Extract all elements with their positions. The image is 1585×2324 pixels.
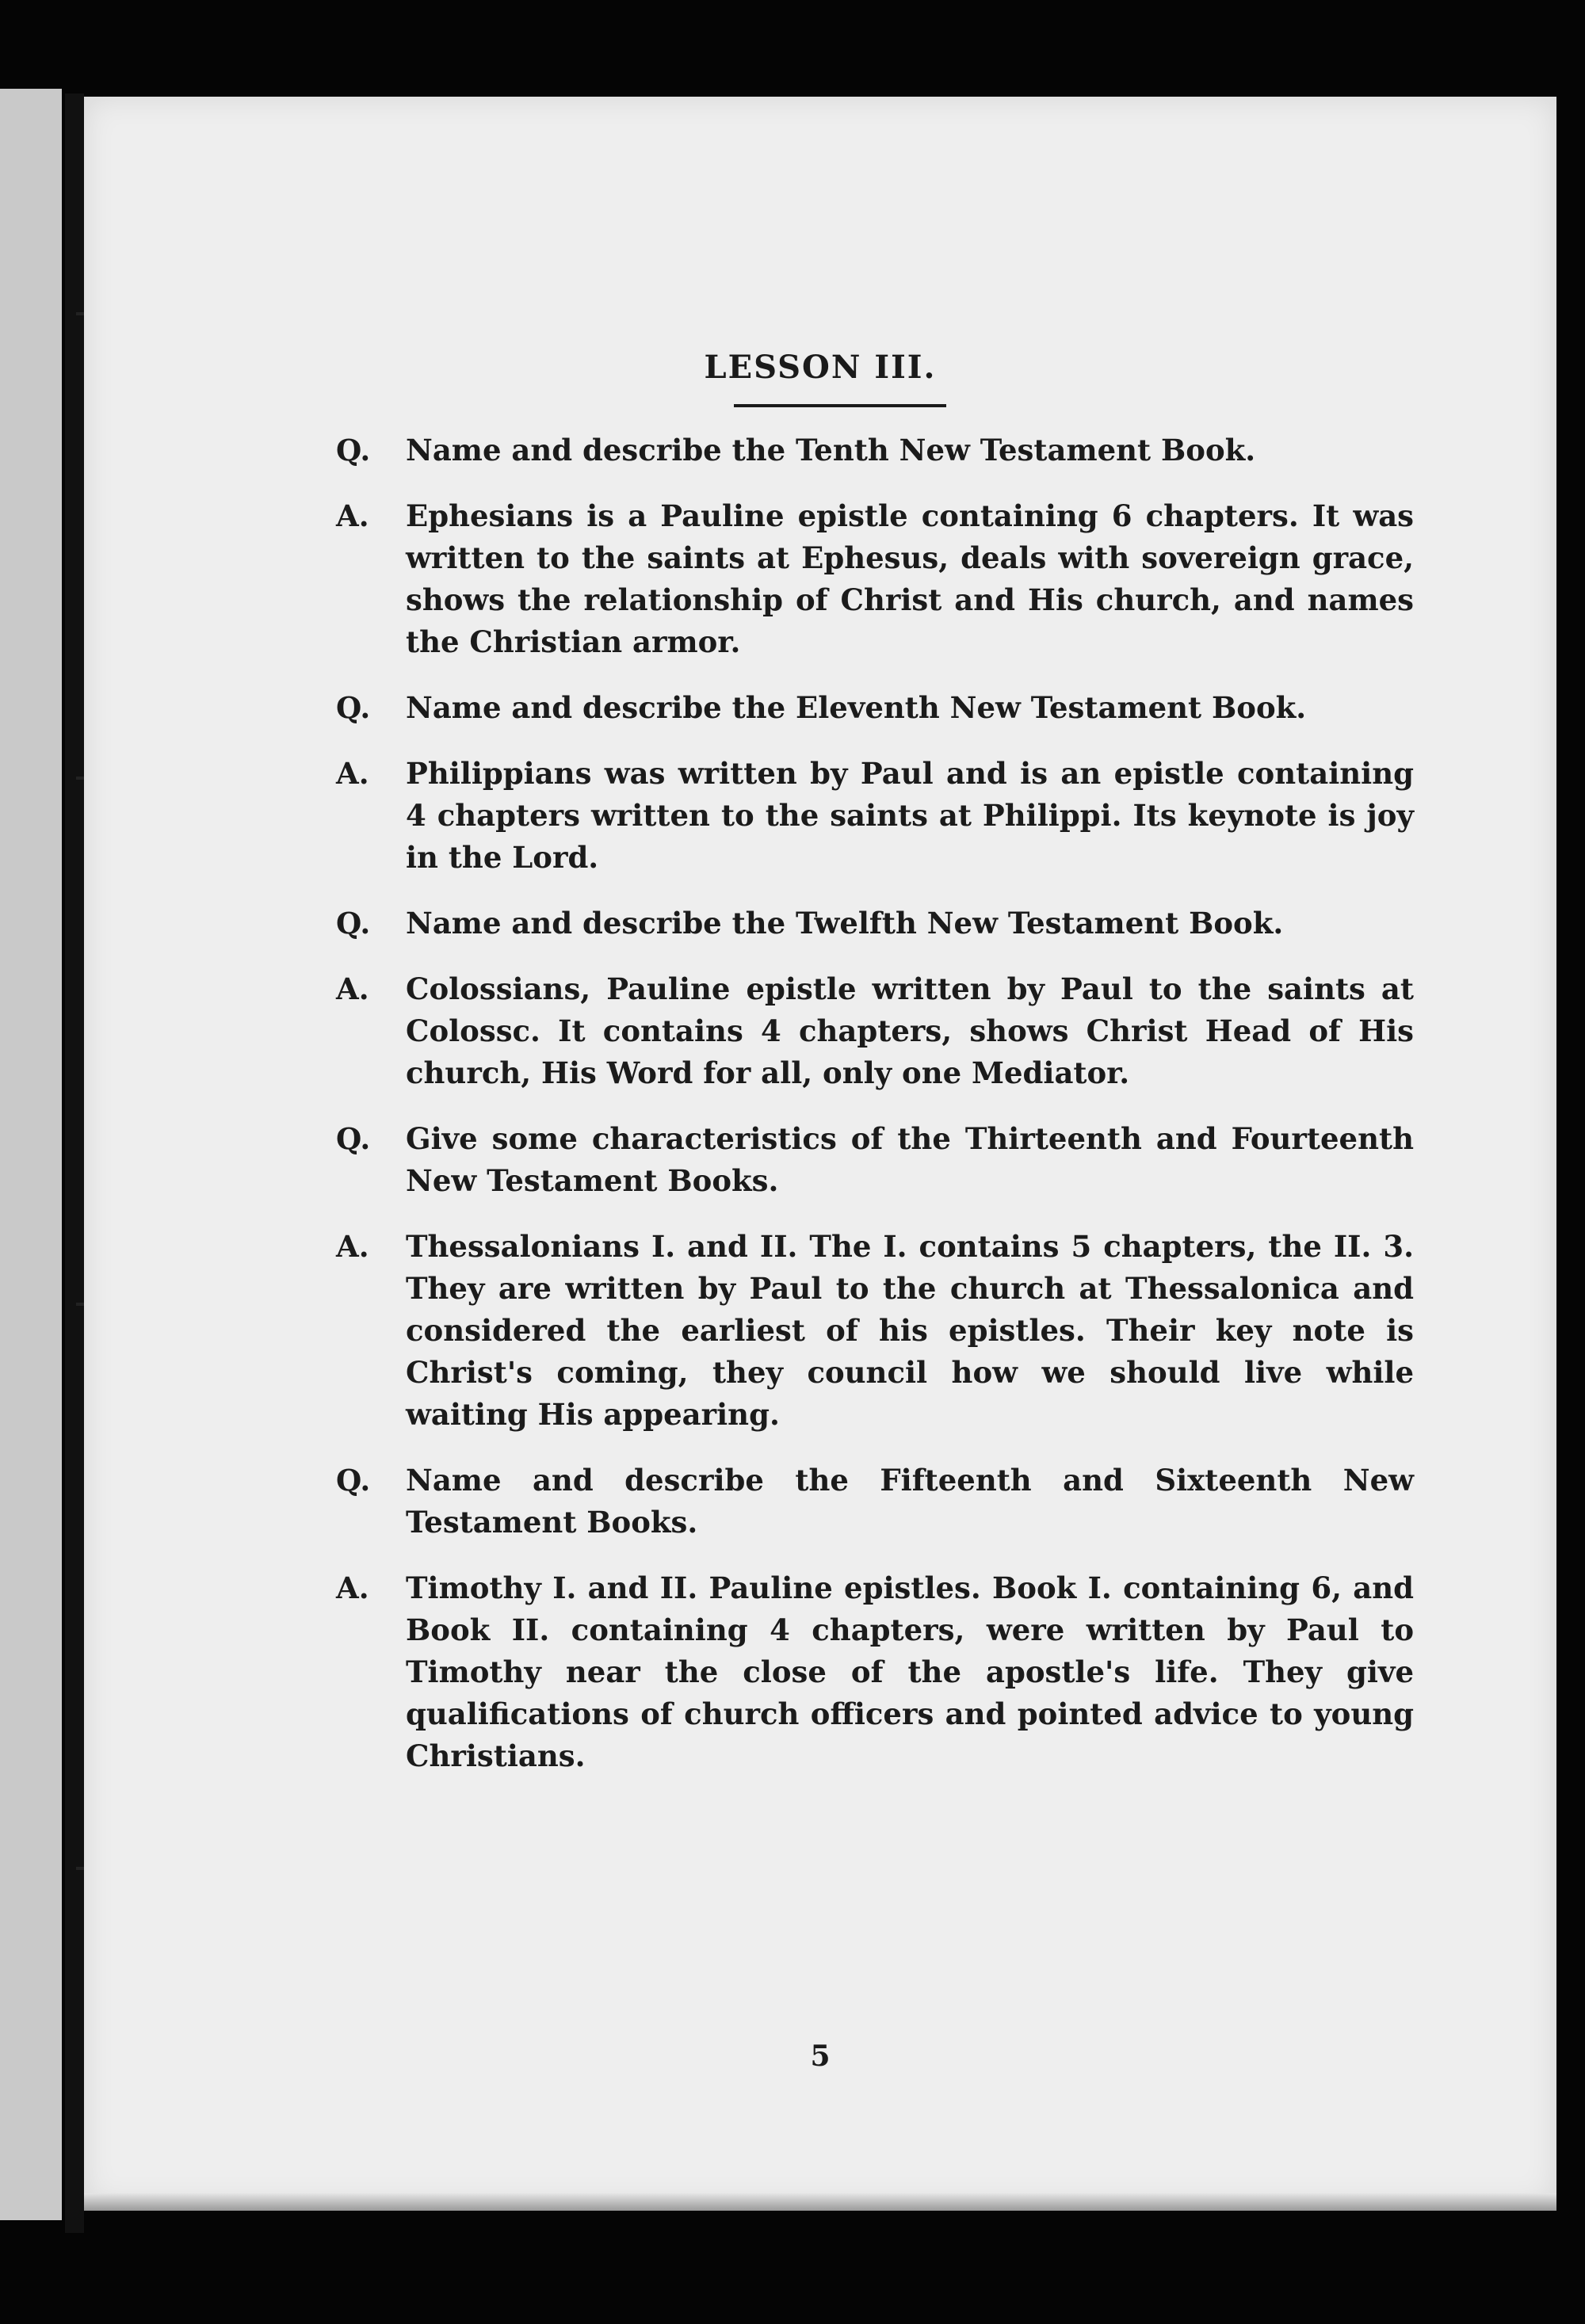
heading-underline: [734, 404, 946, 407]
answer-marker: A.: [336, 971, 369, 1006]
answer-text: Colossians, Pauline epistle written by Paul to the saints at Colossc. It contains 4 chapters, shows Christ Head of His church, His Word for all, only one Mediator.: [406, 971, 1414, 1090]
answer-text: Philippians was written by Paul and is an epistle containing 4 chapters written to the saints at Philippi. Its keynote is joy in the Lord.: [406, 756, 1414, 875]
question-text: Name and describe the Eleventh New Testament Book.: [406, 690, 1307, 725]
question-item: [336, 903, 1414, 944]
answer-text: Ephesians is a Pauline epistle containing 6 chapters. It was written to the saints at Ephesus, deals with sovereign grace, shows the relationship of Christ and His church, and names the Christian armor.: [406, 498, 1414, 659]
book-page: [84, 97, 1556, 2204]
question-answer-list: [336, 429, 1414, 1801]
question-marker: Q.: [336, 1463, 371, 1498]
answer-marker: A.: [336, 498, 369, 533]
page-number: 5: [810, 2040, 831, 2073]
answer-item: [336, 753, 1414, 879]
question-item: [336, 429, 1414, 471]
question-text: Name and describe the Tenth New Testament Book.: [406, 433, 1256, 467]
answer-item: [336, 968, 1414, 1094]
question-marker: Q.: [336, 906, 371, 941]
question-item: [336, 1460, 1414, 1544]
answer-marker: A.: [336, 1570, 369, 1605]
question-text: Name and describe the Twelfth New Testament Book.: [406, 906, 1284, 941]
question-marker: Q.: [336, 1121, 371, 1156]
book-spine: [65, 93, 84, 2233]
answer-item: [336, 1567, 1414, 1777]
page-bottom-edge: [84, 2193, 1556, 2211]
answer-marker: A.: [336, 1229, 369, 1264]
answer-text: Thessalonians I. and II. The I. contains 5 chapters, the II. 3. They are written by Paul to the church at Thessalonica and considered the earliest of his epistles. Their key note is Christ's coming, they council how we should live while waiting His appearing.: [406, 1229, 1414, 1432]
question-text: Name and describe the Fifteenth and Sixteenth New Testament Books.: [406, 1463, 1414, 1540]
answer-item: [336, 1226, 1414, 1436]
lesson-heading: LESSON III.: [704, 349, 937, 386]
answer-text: Timothy I. and II. Pauline epistles. Book I. containing 6, and Book II. containing 4 chapters, were written by Paul to Timothy near the close of the apostle's life. They give qualifications of church officers and pointed advice to young Christians.: [406, 1570, 1414, 1773]
question-marker: Q.: [336, 433, 371, 467]
answer-item: [336, 495, 1414, 663]
question-item: [336, 1118, 1414, 1202]
question-text: Give some characteristics of the Thirteenth and Fourteenth New Testament Books.: [406, 1121, 1414, 1198]
answer-marker: A.: [336, 756, 369, 791]
question-item: [336, 687, 1414, 729]
question-marker: Q.: [336, 690, 371, 725]
facing-page-edge: [0, 89, 62, 2220]
